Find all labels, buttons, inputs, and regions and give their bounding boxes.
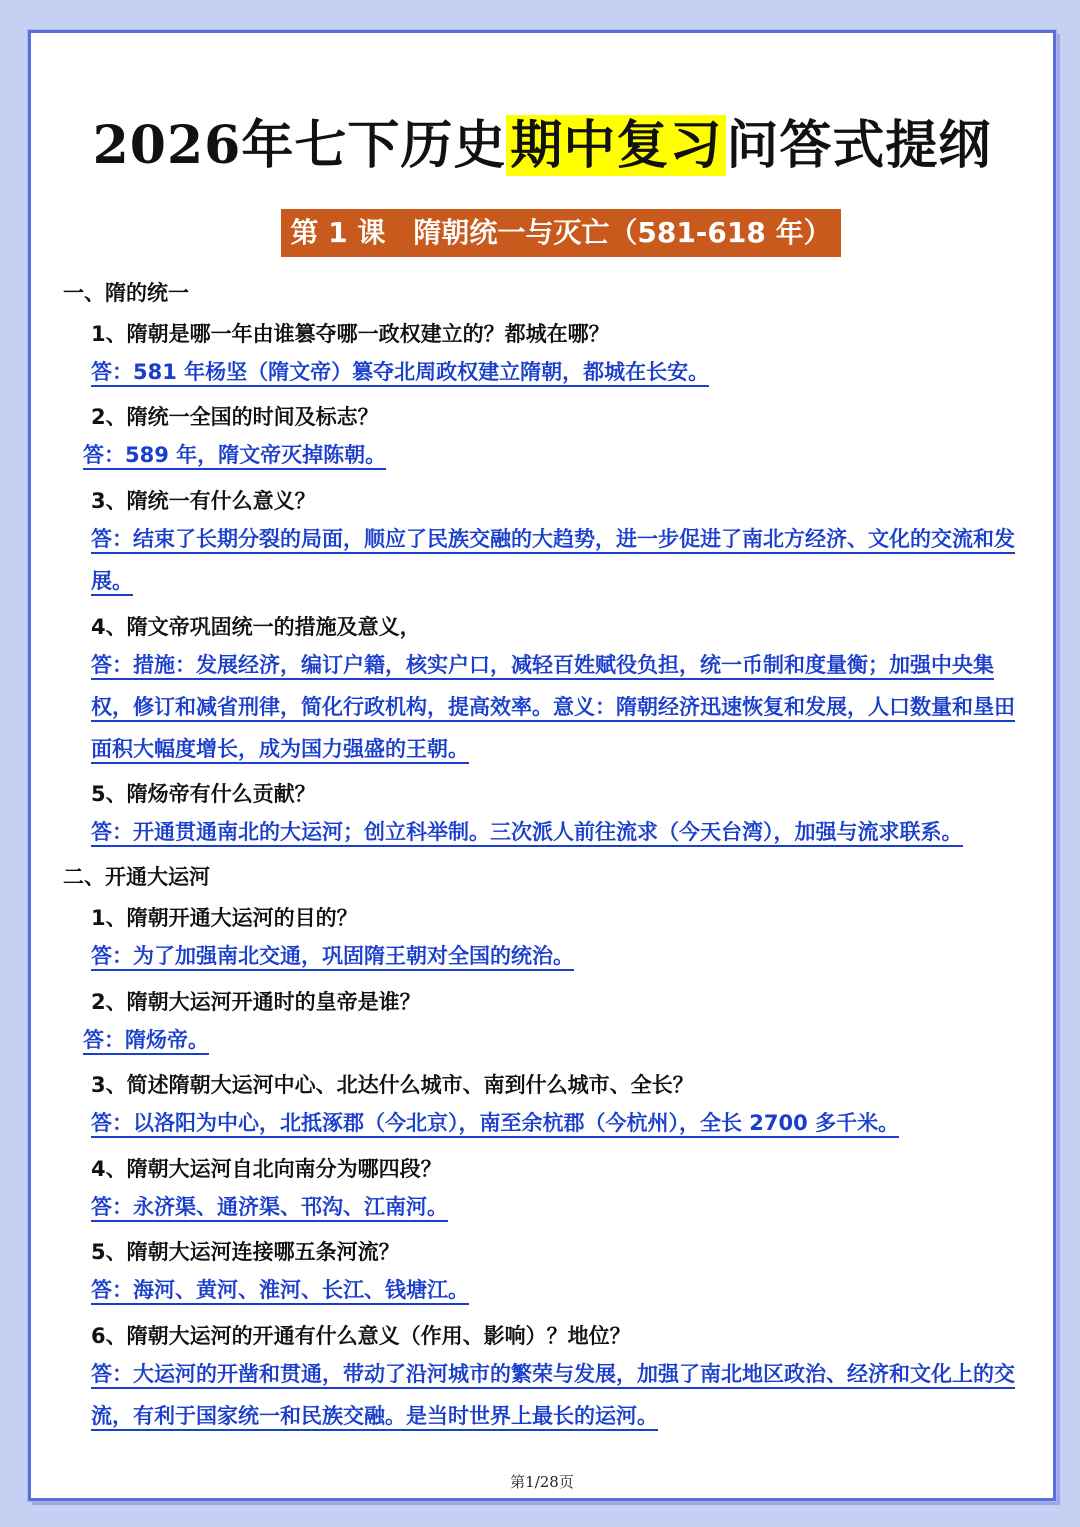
document-page (28, 30, 1056, 1501)
answer: 答：隋炀帝。 (83, 1019, 1013, 1061)
question: 4、隋文帝巩固统一的措施及意义， (91, 615, 421, 639)
answer: 答：措施：发展经济，编订户籍，核实户口，减轻百姓赋役负担，统一币制和度量衡；加强中央集权，修订和减省刑律，简化行政机构，提高效率。意义：隋朝经济迅速恢复和发展，人口数量和垦田面积大幅度增长，成为国力强盛的王朝。 (91, 644, 1021, 770)
question: 3、隋统一有什么意义？ (91, 489, 316, 513)
answer: 答：以洛阳为中心，北抵涿郡（今北京），南至余杭郡（今杭州），全长 2700 多千米。 (91, 1102, 1021, 1144)
question: 5、隋朝大运河连接哪五条河流？ (91, 1240, 400, 1264)
answer: 答：结束了长期分裂的局面，顺应了民族交融的大趋势，进一步促进了南北方经济、文化的交流和发展。 (91, 518, 1021, 602)
page-title (31, 103, 1053, 178)
answer: 答：581 年杨坚（隋文帝）篡夺北周政权建立隋朝，都城在长安。 (91, 351, 1021, 393)
question: 1、隋朝开通大运河的目的？ (91, 906, 358, 930)
question: 2、隋统一全国的时间及标志？ (91, 405, 379, 429)
answer: 答：永济渠、通济渠、邗沟、江南河。 (91, 1186, 1021, 1228)
answer: 答：589 年，隋文帝灭掉陈朝。 (83, 434, 1013, 476)
lesson-banner: 第 1 课 隋朝统一与灭亡（581-618 年） (281, 209, 841, 257)
section-heading: 一、隋的统一 (63, 281, 189, 305)
section-heading: 二、开通大运河 (63, 865, 210, 889)
answer: 答：大运河的开凿和贯通，带动了沿河城市的繁荣与发展，加强了南北地区政治、经济和文化上的交流，有利于国家统一和民族交融。是当时世界上最长的运河。 (91, 1353, 1021, 1437)
question: 4、隋朝大运河自北向南分为哪四段？ (91, 1157, 442, 1181)
title-post: 问答式提纲 (726, 115, 992, 176)
answer: 答：为了加强南北交通，巩固隋王朝对全国的统治。 (91, 935, 1021, 977)
question: 6、隋朝大运河的开通有什么意义（作用、影响）？地位？ (91, 1324, 631, 1348)
answer: 答：海河、黄河、淮河、长江、钱塘江。 (91, 1269, 1021, 1311)
question: 5、隋炀帝有什么贡献？ (91, 782, 316, 806)
question: 3、简述隋朝大运河中心、北达什么城市、南到什么城市、全长？ (91, 1073, 694, 1097)
answer: 答：开通贯通南北的大运河；创立科举制。三次派人前往流求（今天台湾），加强与流求联系。 (91, 811, 1021, 853)
title-highlight: 期中复习 (506, 115, 726, 176)
title-pre: 2026年七下历史 (92, 115, 507, 176)
page-number: 第1/28页 (510, 1473, 574, 1491)
question: 2、隋朝大运河开通时的皇帝是谁？ (91, 990, 421, 1014)
question: 1、隋朝是哪一年由谁篡夺哪一政权建立的？都城在哪？ (91, 322, 610, 346)
